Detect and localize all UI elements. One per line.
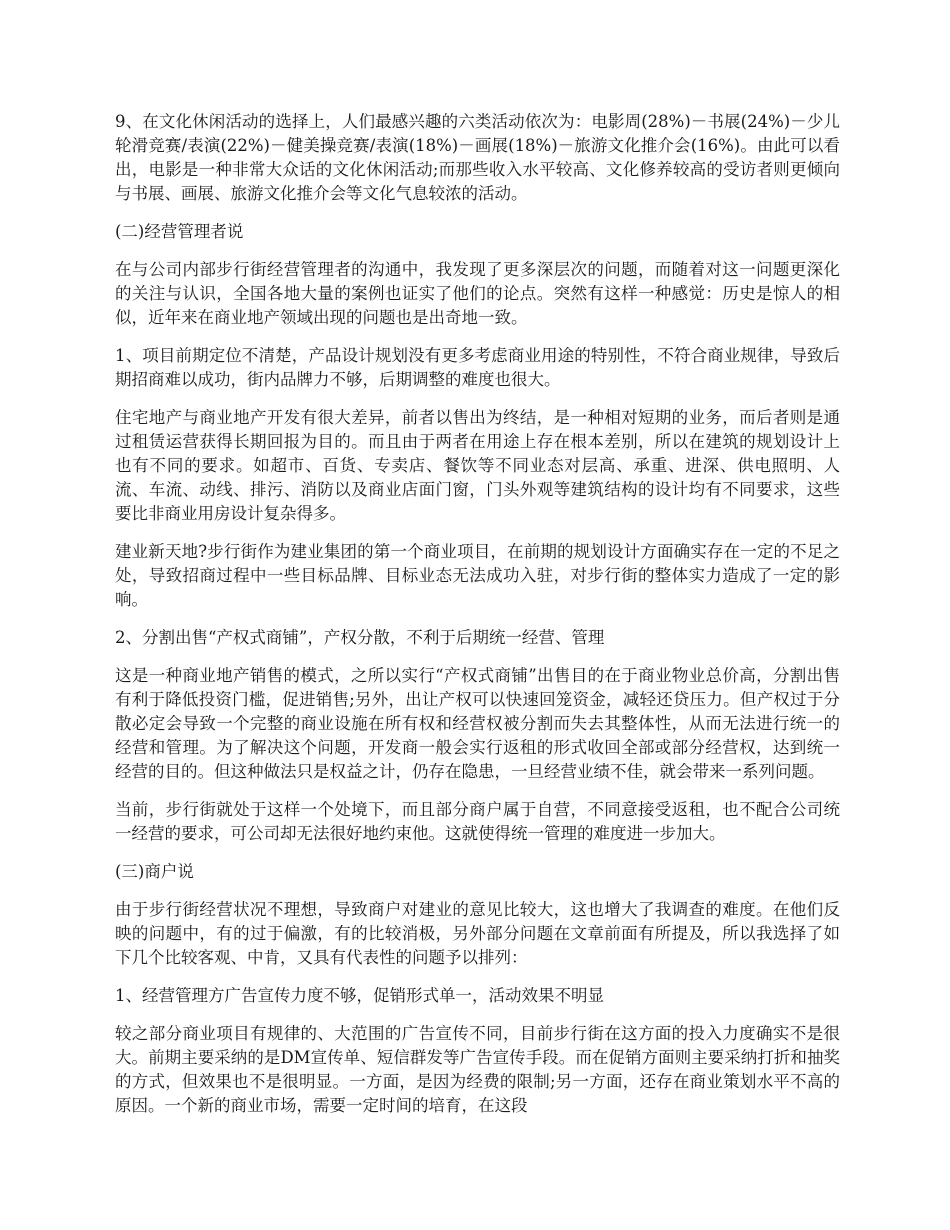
point-heading-property-split: 2、分割出售“产权式商铺”，产权分散，不利于后期统一经营、管理 [115,628,605,647]
paragraph-advertising-detail: 较之部分商业项目有规律的、大范围的广告宣传不同，目前步行街在这方面的投入力度确实不是很大。前期主要采纳的是DM宣传单、短信群发等广告宣传手段。而在促销方面则主要采纳打折和抽奖的方式，但效果也不是很明显。一方面，是因为经费的限制;另一方面，还存在商业策划水平不高的原因。一个新的商业市场，需要一定时间的培育，在这段 [115,1024,840,1115]
section-heading-managers: (二)经营管理者说 [115,222,244,241]
section-heading-merchants: (三)商户说 [115,862,194,881]
point-heading-advertising: 1、经营管理方广告宣传力度不够，促销形式单一，活动效果不明显 [115,986,604,1005]
point-heading-positioning: 1、项目前期定位不清楚，产品设计规划没有更多考虑商业用途的特别性，不符合商业规律，导致后期招商难以成功，街内品牌力不够，后期调整的难度也很大。 [115,346,840,389]
paragraph-manager-intro: 在与公司内部步行街经营管理者的沟通中，我发现了更多深层次的问题，而随着对这一问题更深化的关注与认识，全国各地大量的案例也证实了他们的论点。突然有这样一种感觉：历史是惊人的相似，近年来在商业地产领域出现的问题也是出奇地一致。 [115,260,840,327]
paragraph-merchant-intro: 由于步行街经营状况不理想，导致商户对建业的意见比较大，这也增大了我调查的难度。在他们反映的问题中，有的过于偏激，有的比较消极，另外部分问题在文章前面有所提及，所以我选择了如下几个比较客观、中肯，又具有代表性的问题予以排列： [115,900,840,967]
paragraph-property-sales-model: 这是一种商业地产销售的模式，之所以实行“产权式商铺”出售目的在于商业物业总价高，分割出售有利于降低投资门槛，促进销售;另外，出让产权可以快速回笼资金，减轻还贷压力。但产权过于分散必定会导致一个完整的商业设施在所有权和经营权被分割而失去其整体性，从而无法进行统一的经营和管理。为了解决这个问题，开发商一般会实行返租的形式收回全部或部分经营权，达到统一经营的目的。但这种做法只是权益之计，仍存在隐患，一旦经营业绩不佳，就会带来一系列问题。 [115,666,840,781]
paragraph-activity-preferences: 9、在文化休闲活动的选择上，人们最感兴趣的六类活动依次为：电影周(28%)－书展(24%)－少儿轮滑竞赛/表演(22%)－健美操竞赛/表演(18%)－画展(18%)－旅游文化推介会(16%)。由此可以看出，电影是一种非常大众话的文化休闲活动;而那些收入水平较高、文化修养较高的受访者则更倾向与书展、画展、旅游文化推介会等文化气息较浓的活动。 [115,112,840,203]
document-body [115,110,840,1132]
paragraph-residential-vs-commercial: 住宅地产与商业地产开发有很大差异，前者以售出为终结，是一种相对短期的业务，而后者则是通过租赁运营获得长期回报为目的。而且由于两者在用途上存在根本差别，所以在建筑的规划设计上也有不同的要求。如超市、百货、专卖店、餐饮等不同业态对层高、承重、进深、供电照明、人流、车流、动线、排污、消防以及商业店面门窗，门头外观等建筑结构的设计均有不同要求，这些要比非商业用房设计复杂得多。 [115,408,840,523]
paragraph-current-situation: 当前，步行街就处于这样一个处境下，而且部分商户属于自营，不同意接受返租，也不配合公司统一经营的要求，可公司却无法很好地约束他。这就使得统一管理的难度进一步加大。 [115,800,840,843]
paragraph-jianye-project: 建业新天地?步行街作为建业集团的第一个商业项目，在前期的规划设计方面确实存在一定的不足之处，导致招商过程中一些目标品牌、目标业态无法成功入驻，对步行街的整体实力造成了一定的影响。 [115,542,840,609]
